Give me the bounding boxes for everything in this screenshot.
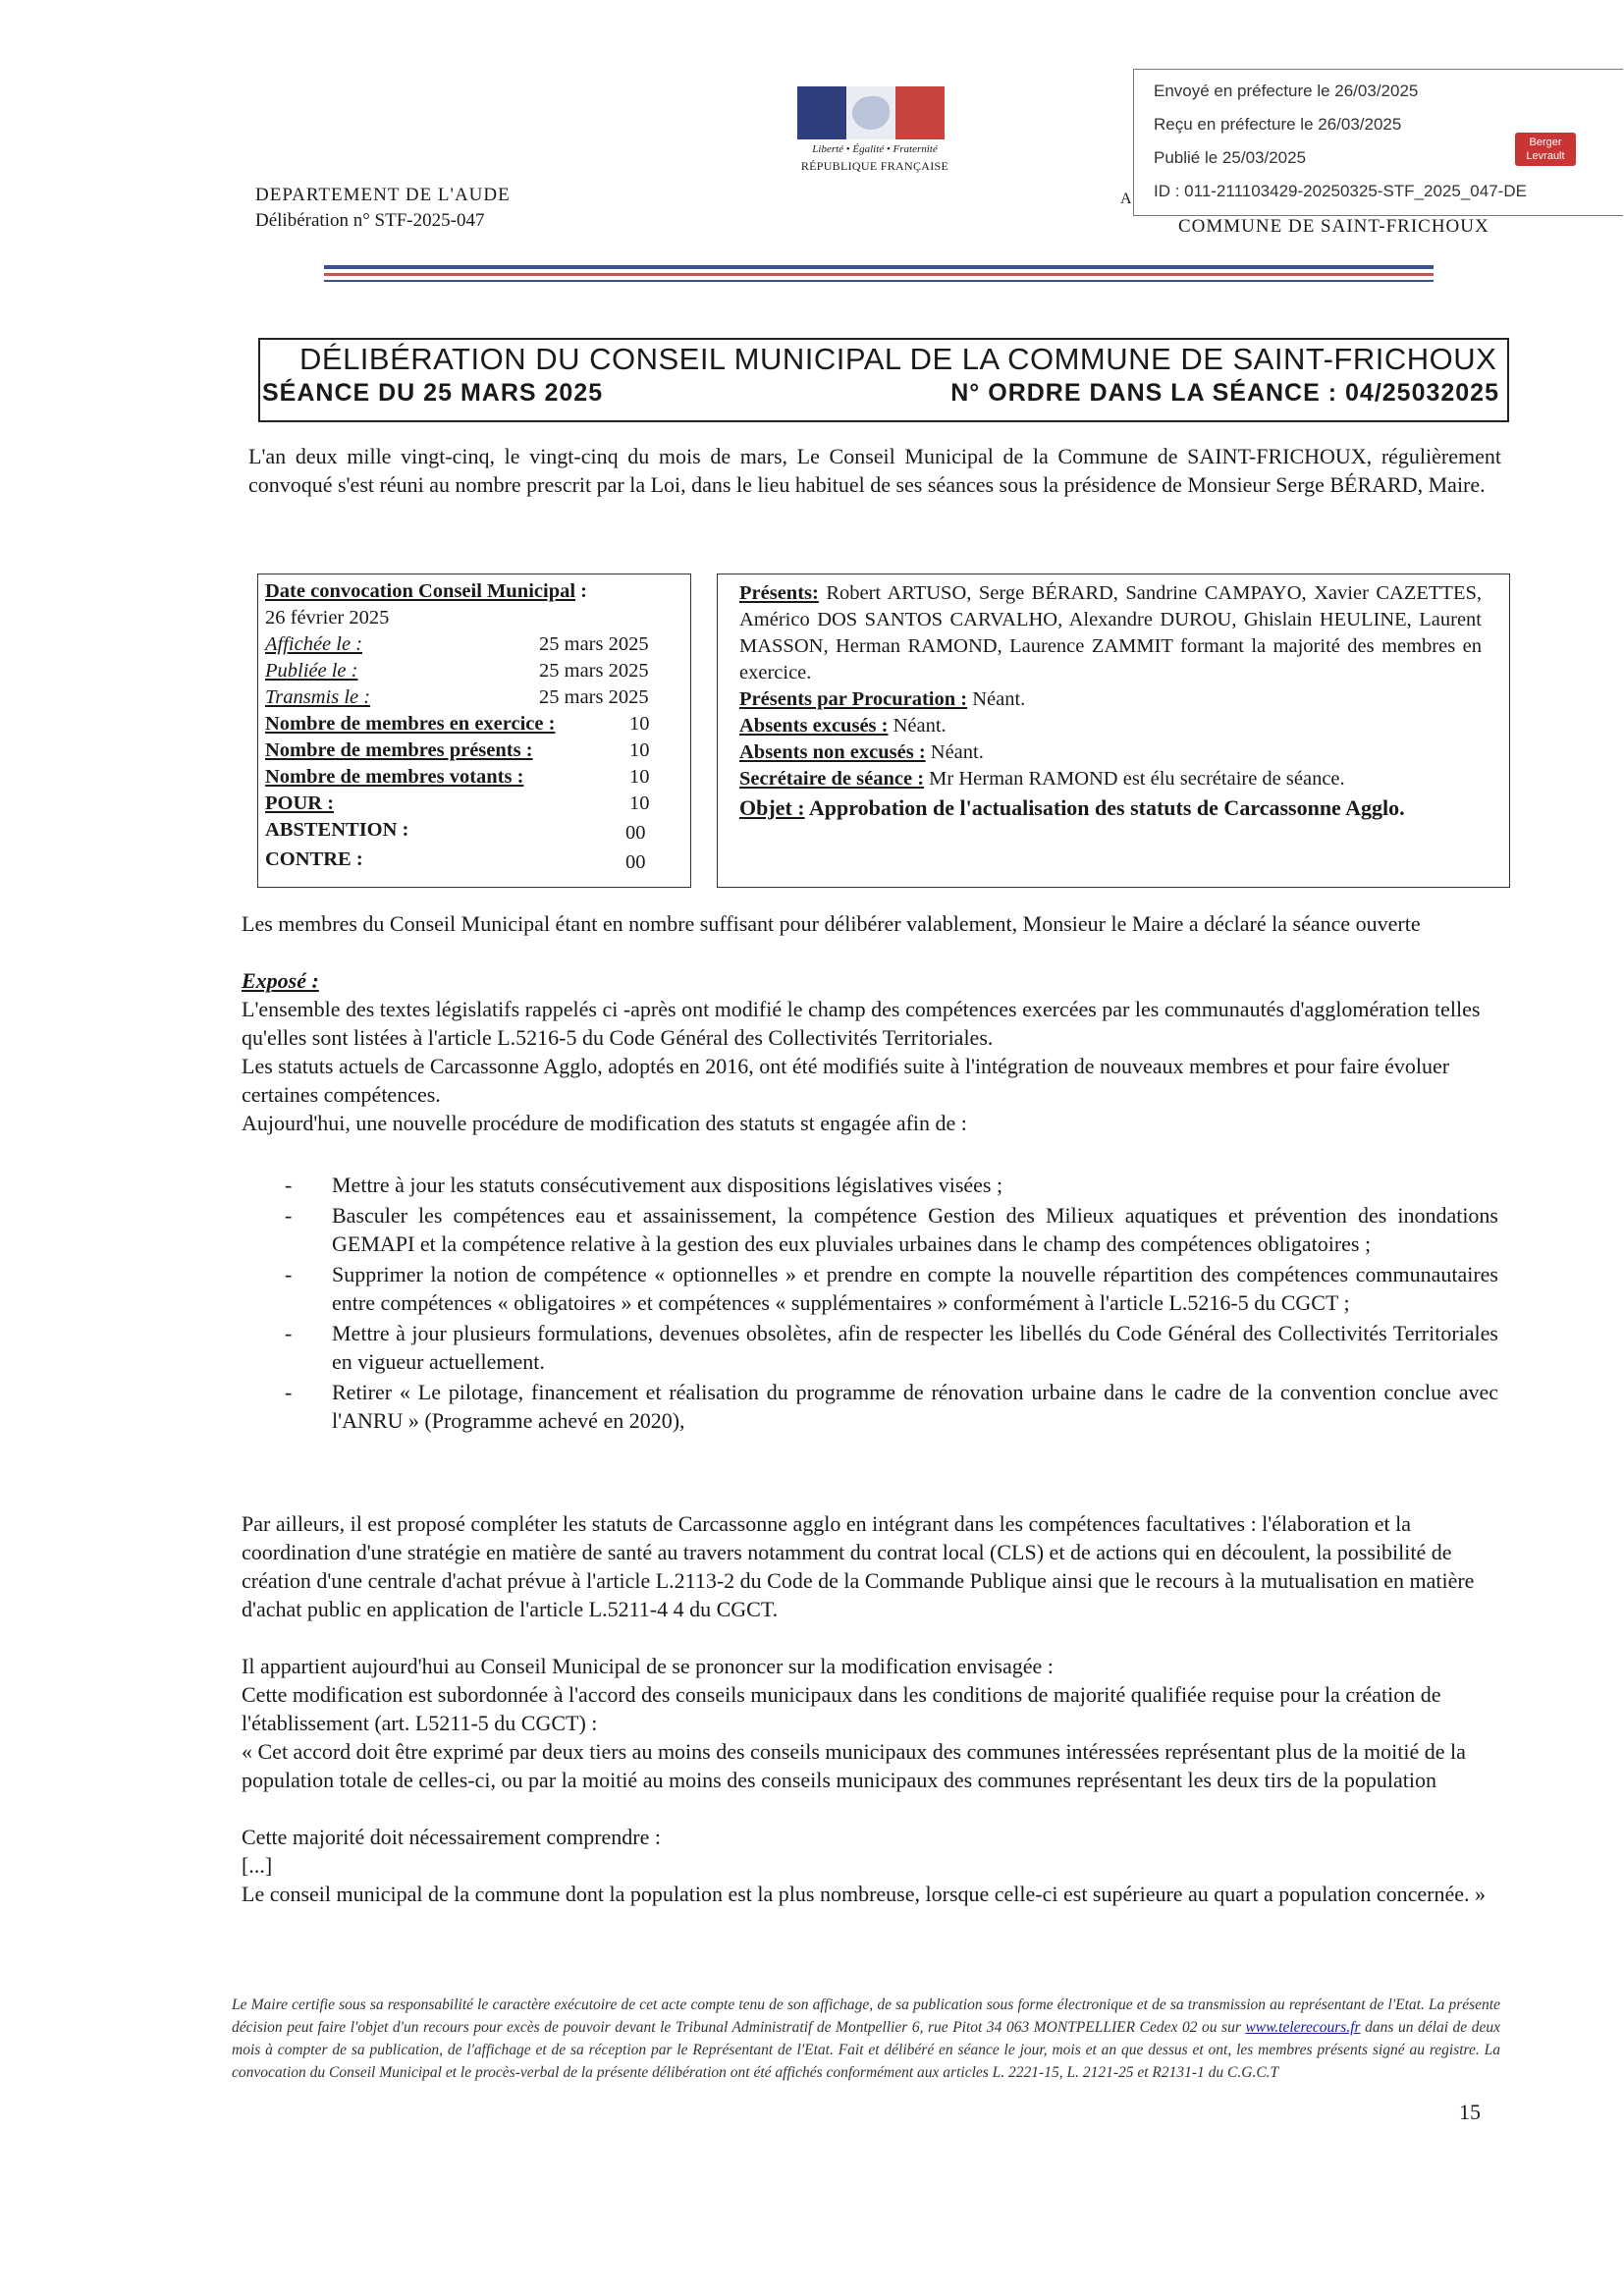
deliberation-number: Délibération n° STF-2025-047 [255, 210, 485, 231]
pour-label: POUR : [265, 793, 335, 814]
objet-label: Objet : [739, 795, 805, 820]
secretaire-value: Mr Herman RAMOND est élu secrétaire de séance. [929, 768, 1345, 790]
department-label: DEPARTEMENT DE L'AUDE [255, 185, 511, 205]
votants-label: Nombre de membres votants : [265, 766, 524, 788]
expose-p9: [...] [242, 1853, 273, 1878]
procuration-value: Néant. [972, 688, 1026, 710]
logo-motto: Liberté • Égalité • Fraternité [812, 143, 938, 155]
presents-count-value: 10 [629, 739, 650, 761]
expose-p7: « Cet accord doit être exprimé par deux tiers au moins des conseils municipaux des communes intéressées représentant plus de la moitié de la population totale de celles-ci, ou par la moitié au moins des conseils municipaux des communes représentant les deux tirs de la population [242, 1739, 1466, 1792]
attendance-box [717, 574, 1510, 888]
telerecours-link[interactable]: www.telerecours.fr [1245, 2019, 1361, 2036]
contre-label: CONTRE : [265, 848, 363, 870]
expose-p1: L'ensemble des textes législatifs rappelés ci -après ont modifié le champ des compétences exercées par les communautés d'agglomération telles qu'elles sont listées à l'article L.5216-5 du Code Général des Collectivités Territoriales. [242, 997, 1481, 1050]
presents-paragraph [739, 580, 1482, 686]
expose-p2: Les statuts actuels de Carcassonne Agglo, adoptés en 2016, ont été modifiés suite à l'intégration de nouveaux membres et pour faire évoluer certaines compétences. [242, 1054, 1450, 1107]
excuses-value: Néant. [893, 715, 947, 737]
list-item: - Supprimer la notion de compétence « optionnelles » et prendre en compte la nouvelle répartition des compétences communautaires entre compétences « obligatoires » et compétences « supplémentaires » conformément à l'article L.5216-5 du CGCT ; [285, 1262, 1498, 1315]
convocation-label: Date convocation Conseil Municipal [265, 580, 576, 602]
legal-footer: Le Maire certifie sous sa responsabilité le caractère exécutoire de cet acte compte tenu de son affichage, de sa publication sous forme électronique et de sa transmission au représentant de l'Etat. La présente décision peut faire l'objet d'un recours pour excès de pouvoir devant le Tribunal Administratif de Montpellier 6, rue Pitot 34 063 MONTPELLIER Cedex 02 ou sur www.telerecours.fr dans un délai de deux mois à compter de sa publication, de l'affichage et de sa réception par le Représentant de l'Etat. Fait et délibéré en séance le jour, mois et an que dessus et ont, les membres présents signé au registre. La convocation du Conseil Municipal et le procès-verbal de la présente délibération ont été affichés conformément aux articles L. 2221-15, L. 2121-25 et R2131-1 du C.G.C.T [232, 1996, 1500, 2081]
expose-p6: Cette modification est subordonnée à l'accord des conseils municipaux dans les conditions de majorité qualifiée requise pour la création de l'établissement (art. L5211-5 du CGCT) : [242, 1682, 1441, 1735]
stamp-id: ID : 011-211103429-20250325-STF_2025_047-DE [1154, 182, 1527, 200]
logo-republic: RÉPUBLIQUE FRANÇAISE [800, 159, 949, 173]
intro-paragraph: L'an deux mille vingt-cinq, le vingt-cinq du mois de mars, Le Conseil Municipal de la Commune de SAINT-FRICHOUX, régulièrement convoqué s'est réuni au nombre prescrit par la Loi, dans le lieu habituel de ses séances sous la présidence de Monsieur Serge BÉRARD, Maire. [248, 444, 1501, 497]
non-excuses-label: Absents non excusés : [739, 741, 926, 763]
opening-paragraph: Les membres du Conseil Municipal étant en nombre suffisant pour délibérer valablement, Monsieur le Maire a déclaré la séance ouverte [242, 911, 1421, 936]
publiee-label: Publiée le : [265, 660, 358, 682]
expose-p8: Cette majorité doit nécessairement comprendre : [242, 1825, 662, 1849]
title-box [258, 338, 1509, 422]
page-number: 15 [1459, 2100, 1481, 2124]
seance-date: SÉANCE DU 25 MARS 2025 [262, 379, 604, 407]
presents-count-label: Nombre de membres présents : [265, 739, 533, 761]
convocation-box: Date convocation Conseil Municipal : 26 février 2025 Affichée le : 25 mars 2025 Publiée le : 25 mars 2025 Transmis le : 25 mars 2025 Nombre de membres en exercice : 10 Nombre de membres présents : 10 Nombre de membres votants : 10 POUR : 10 ABSTENTION : 00 CONTRE : 00 [257, 574, 691, 888]
abstention-label: ABSTENTION : [265, 819, 409, 841]
stamp-marker: A [1120, 191, 1132, 207]
exercice-value: 10 [629, 713, 650, 735]
transmis-value: 25 mars 2025 [539, 686, 649, 708]
contre-value: 00 [625, 851, 646, 873]
procuration-label: Présents par Procuration : [739, 688, 968, 710]
header-rule-blue [324, 265, 1434, 269]
abstention-value: 00 [625, 822, 646, 844]
convocation-value: 26 février 2025 [265, 607, 390, 629]
transmis-label: Transmis le : [265, 686, 371, 708]
header-rule-blue-thin [324, 280, 1434, 282]
expose-p3: Aujourd'hui, une nouvelle procédure de modification des statuts st engagée afin de : [242, 1111, 967, 1135]
presents-list: Robert ARTUSO, Serge BÉRARD, Sandrine CAMPAYO, Xavier CAZETTES, Américo DOS SANTOS CARVALHO, Alexandre DUROU, Ghislain HEULINE, Laurent MASSON, Herman RAMOND, Laurence ZAMMIT formant la majorité des membres en exercice. [739, 582, 1482, 683]
affichee-value: 25 mars 2025 [539, 633, 649, 655]
list-item: - Mettre à jour plusieurs formulations, devenues obsolètes, afin de respecter les libellés du Code Général des Collectivités Territoriales en vigueur actuellement. [285, 1321, 1498, 1374]
votants-value: 10 [629, 766, 650, 788]
publiee-value: 25 mars 2025 [539, 660, 649, 682]
non-excuses-value: Néant. [930, 741, 984, 763]
excuses-label: Absents excusés : [739, 715, 889, 737]
exercice-label: Nombre de membres en exercice : [265, 713, 556, 735]
stamp-received: Reçu en préfecture le 26/03/2025 [1154, 115, 1402, 134]
marianne-logo [797, 86, 945, 139]
objet-value: Approbation de l'actualisation des statuts de Carcassonne Agglo. [808, 795, 1405, 820]
ordre-number: N° ORDRE DANS LA SÉANCE : 04/25032025 [950, 379, 1499, 407]
list-item: - Basculer les compétences eau et assainissement, la compétence Gestion des Milieux aquatiques et prévention des inondations GEMAPI et la compétence relative à la gestion des eux pluviales urbaines dans le champ des compétences obligatoires ; [285, 1203, 1498, 1256]
stamp-published: Publié le 25/03/2025 [1154, 148, 1307, 167]
berger-levrault-logo: Berger Levrault [1515, 133, 1576, 166]
secretaire-label: Secrétaire de séance : [739, 768, 925, 790]
prefecture-stamp [1133, 69, 1623, 216]
commune-header: COMMUNE DE SAINT-FRICHOUX [1178, 216, 1489, 237]
bullet-list [285, 1171, 1498, 1437]
expose-p10: Le conseil municipal de la commune dont la population est la plus nombreuse, lorsque celle-ci est supérieure au quart a population concernée. » [242, 1882, 1487, 1906]
affichee-label: Affichée le : [265, 633, 363, 655]
list-item: - Mettre à jour les statuts consécutivement aux dispositions législatives visées ; [285, 1173, 1003, 1197]
header-rule-red [324, 273, 1434, 276]
expose-heading: Exposé : [242, 968, 319, 993]
stamp-sent: Envoyé en préfecture le 26/03/2025 [1154, 82, 1419, 100]
title-line: DÉLIBÉRATION DU CONSEIL MUNICIPAL DE LA COMMUNE DE SAINT-FRICHOUX [299, 342, 1497, 376]
pour-value: 10 [629, 793, 650, 814]
expose-p5: Il appartient aujourd'hui au Conseil Municipal de se prononcer sur la modification envisagée : [242, 1654, 1054, 1678]
presents-label: Présents: [739, 582, 819, 604]
list-item: - Retirer « Le pilotage, financement et réalisation du programme de rénovation urbaine dans le cadre de la convention conclue avec l'ANRU » (Programme achevé en 2020), [285, 1380, 1498, 1433]
expose-p4: Par ailleurs, il est proposé compléter les statuts de Carcassonne agglo en intégrant dans les compétences facultatives : l'élaboration et la coordination d'une stratégie en matière de santé au travers notamment du contrat local (CLS) et de actions qui en découlent, la possibilité de création d'une centrale d'achat prévue à l'article L.2113-2 du Code de la Commande Publique ainsi que le recours à la mutualisation en matière d'achat public en application de l'article L.5211-4 4 du CGCT. [242, 1511, 1475, 1621]
